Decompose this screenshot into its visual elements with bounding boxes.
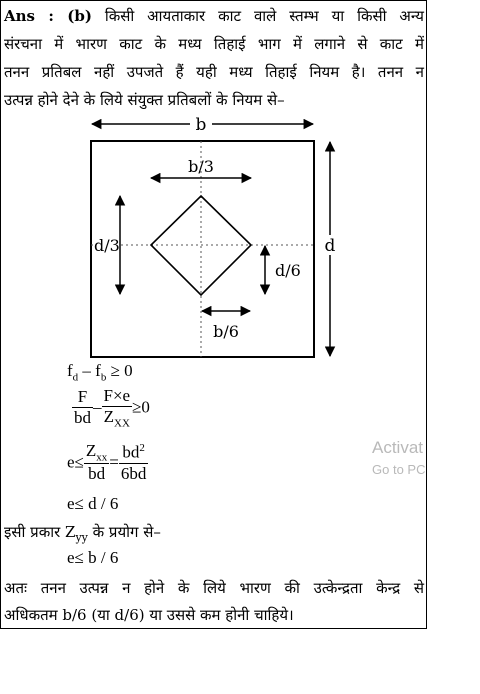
equation-3: e≤ $\frac{Z_{xx}}{bd}$ = $\frac{bd^2}{6bd}$ [67, 441, 147, 484]
dimension-d6-label: d/6 [275, 261, 301, 280]
fraction-bd2-over-6bd: $\frac{bd^2}{6bd}$ [120, 441, 147, 483]
equation-5: e≤ b / 6 [67, 548, 119, 567]
answer-line-4: उत्पन्न होने देने के लिये संयुक्त प्रतिबलों के नियम से– [4, 91, 285, 109]
answer-line-2: संरचना में भारण काट के मध्य तिहाई भाग में लगाने से काट में [4, 35, 424, 53]
answer-line-3: तनन प्रतिबल नहीं उपजते हैं यही मध्य तिहाई नियम है। तनन न [4, 63, 424, 81]
dimension-b6-label: b/6 [213, 322, 239, 341]
answer-text-1: किसी आयताकार काट वाले स्तम्भ या किसी अन्य [104, 7, 424, 25]
conclusion-line-2: अधिकतम b/6 (या d/6) या उससे कम होनी चाहिये। [4, 606, 294, 624]
equation-4: e≤ d / 6 [67, 494, 119, 513]
dimension-d3-label: d/3 [94, 236, 120, 255]
dimension-b3-label: b/3 [188, 157, 214, 176]
similar-line: इसी प्रकार $Z_{yy}$ के प्रयोग से– [4, 523, 161, 544]
equation-2: $\frac{F}{bd}$ – $\frac{F\times e}{Z_{XX}}$ ≥0 [74, 386, 150, 430]
fraction-f-over-bd: $\frac{F}{bd}$ [74, 387, 91, 428]
answer-label: Ans : (b) [4, 7, 92, 25]
equation-1: $f_d - f_b \ge 0$ [67, 361, 133, 384]
activation-watermark: Activat Go to PC [372, 438, 426, 477]
fraction-zxx-over-bd: $\frac{Z_{xx}}{bd}$ [85, 441, 108, 484]
conclusion-line-1: अतः तनन उत्पन्न न होने के लिये भारण की उत्केन्द्रता केन्द्र से [4, 579, 424, 597]
fraction-fe-over-zxx: $\frac{F\times e}{Z_{XX}}$ [103, 386, 131, 430]
dimension-b-label: b [195, 115, 207, 135]
dimension-d-label: d [324, 236, 336, 256]
